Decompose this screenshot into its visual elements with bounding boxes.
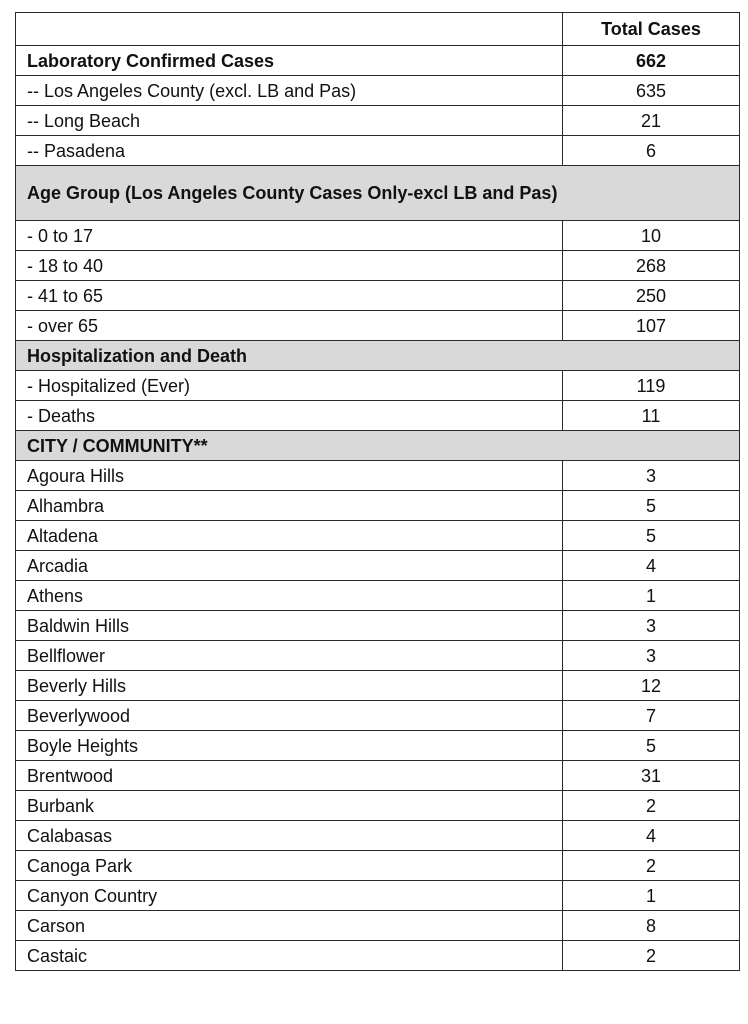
table-row	[16, 881, 740, 911]
table-row	[16, 641, 740, 671]
table-row	[16, 701, 740, 731]
row-label: Boyle Heights	[16, 731, 563, 761]
row-label: Baldwin Hills	[16, 611, 563, 641]
table-row	[16, 731, 740, 761]
header-row	[16, 13, 740, 46]
row-label: Agoura Hills	[16, 461, 563, 491]
row-label: - 18 to 40	[16, 251, 563, 281]
row-label: - Hospitalized (Ever)	[16, 371, 563, 401]
row-value: 3	[563, 461, 740, 491]
row-label: Altadena	[16, 521, 563, 551]
table-row	[16, 941, 740, 971]
table-row	[16, 401, 740, 431]
row-label: - Deaths	[16, 401, 563, 431]
hospitalization-section-header	[16, 341, 740, 371]
row-value: 7	[563, 701, 740, 731]
row-label: Beverly Hills	[16, 671, 563, 701]
row-label: Arcadia	[16, 551, 563, 581]
table-row	[16, 851, 740, 881]
row-label: -- Pasadena	[16, 136, 563, 166]
row-label: Castaic	[16, 941, 563, 971]
row-value: 5	[563, 521, 740, 551]
table-row	[16, 761, 740, 791]
row-label: -- Long Beach	[16, 106, 563, 136]
table-row	[16, 791, 740, 821]
row-value: 635	[563, 76, 740, 106]
row-value: 11	[563, 401, 740, 431]
row-value: 2	[563, 851, 740, 881]
table-row	[16, 611, 740, 641]
table-row	[16, 136, 740, 166]
table-row	[16, 281, 740, 311]
row-label: Beverlywood	[16, 701, 563, 731]
row-value: 12	[563, 671, 740, 701]
row-value: 8	[563, 911, 740, 941]
table-row	[16, 521, 740, 551]
total-cases-header: Total Cases	[563, 13, 740, 46]
row-value: 10	[563, 221, 740, 251]
row-value: 5	[563, 731, 740, 761]
table-row	[16, 551, 740, 581]
section-title: Hospitalization and Death	[16, 341, 740, 371]
lab-confirmed-row	[16, 46, 740, 76]
row-value: 5	[563, 491, 740, 521]
row-label: Calabasas	[16, 821, 563, 851]
row-label: Burbank	[16, 791, 563, 821]
row-value: 250	[563, 281, 740, 311]
table-row	[16, 221, 740, 251]
row-label: Athens	[16, 581, 563, 611]
table-row	[16, 911, 740, 941]
row-value: 21	[563, 106, 740, 136]
header-label-cell	[16, 13, 563, 46]
row-value: 3	[563, 611, 740, 641]
table-row	[16, 581, 740, 611]
row-value: 4	[563, 551, 740, 581]
table-row	[16, 311, 740, 341]
row-value: 662	[563, 46, 740, 76]
table-row	[16, 371, 740, 401]
row-value: 4	[563, 821, 740, 851]
row-label: Bellflower	[16, 641, 563, 671]
row-label: Carson	[16, 911, 563, 941]
row-label: Laboratory Confirmed Cases	[16, 46, 563, 76]
table-row	[16, 821, 740, 851]
row-label: Brentwood	[16, 761, 563, 791]
row-value: 6	[563, 136, 740, 166]
row-label: Canyon Country	[16, 881, 563, 911]
row-value: 31	[563, 761, 740, 791]
row-label: Canoga Park	[16, 851, 563, 881]
row-value: 119	[563, 371, 740, 401]
row-label: Alhambra	[16, 491, 563, 521]
row-value: 3	[563, 641, 740, 671]
row-value: 268	[563, 251, 740, 281]
row-label: - over 65	[16, 311, 563, 341]
section-title: CITY / COMMUNITY**	[16, 431, 740, 461]
city-community-section-header	[16, 431, 740, 461]
row-value: 107	[563, 311, 740, 341]
section-title: Age Group (Los Angeles County Cases Only-excl LB and Pas)	[16, 166, 740, 221]
table-row	[16, 76, 740, 106]
row-value: 2	[563, 791, 740, 821]
row-label: - 41 to 65	[16, 281, 563, 311]
table-row	[16, 251, 740, 281]
age-group-section-header	[16, 166, 740, 221]
table-row	[16, 106, 740, 136]
table-row	[16, 461, 740, 491]
table-row	[16, 671, 740, 701]
row-label: - 0 to 17	[16, 221, 563, 251]
row-value: 1	[563, 581, 740, 611]
cases-table	[15, 12, 740, 971]
row-value: 1	[563, 881, 740, 911]
row-label: -- Los Angeles County (excl. LB and Pas)	[16, 76, 563, 106]
table-row	[16, 491, 740, 521]
row-value: 2	[563, 941, 740, 971]
